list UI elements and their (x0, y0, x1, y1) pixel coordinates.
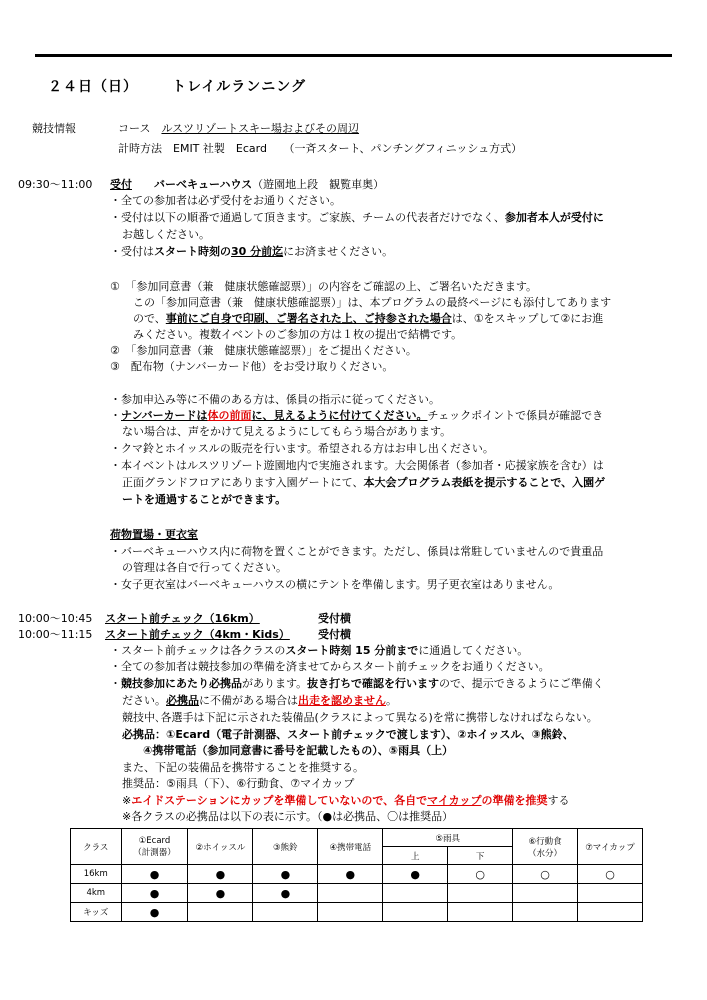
cell: ● (121, 903, 188, 922)
required-items: ④携帯電話（参加同意書に番号を記載したもの）、⑤雨具（上） (143, 744, 454, 757)
cell (448, 903, 513, 922)
reception-line: ・受付は以下の順番で通過して頂きます。ご家族、チームの代表者だけでなく、参加者本人が受付に (110, 211, 604, 224)
header-bell: ③熊鈴 (253, 829, 318, 865)
cell (448, 884, 513, 903)
header-phone: ④携帯電話 (318, 829, 383, 865)
cell: ○ (578, 865, 643, 884)
equipment-table (70, 828, 643, 922)
cell (188, 903, 253, 922)
step-3: ③ 配布物（ナンバーカード他）をお受け取りください。 (110, 360, 394, 373)
cell (513, 903, 578, 922)
cell (318, 884, 383, 903)
info-label: 競技情報 (32, 122, 76, 135)
event-name: トレイルランニング (172, 79, 307, 95)
header-food: ⑥行動食 （水分） (513, 829, 578, 865)
header-rain: ⑤雨具 (383, 829, 513, 847)
cell (383, 884, 448, 903)
header-whistle: ②ホイッスル (188, 829, 253, 865)
note-line: ・クマ鈴とホイッスルの販売を行います。希望される方はお申し出ください。 (110, 442, 494, 455)
check-line: ださい。必携品に不備がある場合は出走を認めません。 (122, 694, 397, 707)
check-line: ・競技参加にあたり必携品があります。抜き打ちで確認を行いますので、提示できるようにご準備く (110, 677, 604, 690)
check-time-16km: 10:00～10:45 (18, 612, 93, 625)
check-line: ・スタート前チェックは各クラスのスタート時刻 15 分前までに通過してください。 (110, 644, 529, 657)
cell: ● (253, 884, 318, 903)
page-title (48, 76, 306, 96)
cell: ● (318, 865, 383, 884)
cell: ○ (513, 865, 578, 884)
top-rule (35, 54, 672, 57)
cell (578, 903, 643, 922)
cell: ● (383, 865, 448, 884)
reception-line: ・受付はスタート時刻の30 分前迄にお済ませください。 (110, 245, 394, 258)
cell (383, 903, 448, 922)
baggage-line: の管理は各自で行ってください。 (122, 561, 287, 574)
cell: ● (121, 884, 188, 903)
cell: ● (253, 865, 318, 884)
cell (253, 903, 318, 922)
cell (513, 884, 578, 903)
table-row (71, 903, 643, 922)
cell: ● (121, 865, 188, 884)
check-line: ・全ての参加者は競技参加の準備を済ませてからスタート前チェックをお通りください。 (110, 660, 550, 673)
cell: ○ (448, 865, 513, 884)
table-row (71, 884, 643, 903)
cell: ● (188, 884, 253, 903)
table-header-row (71, 829, 643, 847)
note-line: ・本イベントはルスツリゾート遊園地内で実施されます。大会関係者（参加者・応援家族を含む）は (110, 459, 604, 472)
reception-line: ・全ての参加者は必ず受付をお通りください。 (110, 194, 341, 207)
step-2: ② 「参加同意書（兼 健康状態確認票）」をご提出ください。 (110, 344, 417, 357)
header-class: クラス (71, 829, 122, 865)
baggage-heading: 荷物置場・更衣室 (110, 528, 198, 541)
note-line: ートを通過することができます。 (122, 493, 287, 506)
reception-line: お越しください。 (122, 228, 210, 241)
baggage-line: ・バーベキューハウス内に荷物を置くことができます。ただし、係員は常駐していませんので貴重品 (110, 545, 604, 558)
step-1: ① 「参加同意書（兼 健康状態確認票）」の内容をご確認の上、ご署名いただきます。 (110, 280, 537, 293)
header-rain-top: 上 (383, 847, 448, 865)
baggage-line: ・女子更衣室はバーベキューハウスの横にテントを準備します。男子更衣室はありません。 (110, 578, 560, 591)
note-line: 正面グランドフロアにあります入園ゲートにて、本大会プログラム表紙を提示することで、入園ゲ (122, 476, 606, 489)
course-row: コース ルスツリゾートスキー場およびその周辺 (118, 122, 360, 135)
cup-notice: ※エイドステーションにカップを準備していないので、各自でマイカップの準備を推奨する (122, 794, 570, 807)
step-1-note: この「参加同意書（兼 健康状態確認票）」は、本プログラムの最終ページにも添付してあります (133, 296, 612, 309)
reception-time: 09:30～11:00 (18, 178, 93, 191)
note-line: ・参加申込み等に不備のある方は、係員の指示に従ってください。 (110, 393, 440, 406)
header-rain-bottom: 下 (448, 847, 513, 865)
reception-heading: 受付 バーベキューハウス（遊園地上段 観覧車奥） (110, 178, 385, 191)
row-class: 16km (71, 865, 122, 884)
table-note: ※各クラスの必携品は以下の表に示す。（●は必携品、〇は推奨品） (122, 810, 454, 823)
table-row (71, 865, 643, 884)
note-line: ・ナンバーカードは体の前面に、見えるように付けてください。チェックポイントで係員が確認でき (110, 409, 604, 422)
check-title-16km: スタート前チェック（16km） (105, 612, 260, 625)
check-location: 受付横 (318, 628, 351, 641)
header-ecard: ①Ecard （計測器） (121, 829, 188, 865)
check-line: 競技中､各選手は下記に示された装備品(クラスによって異なる)を常に携帯しなければならない。 (122, 711, 598, 724)
step-1-note: ので、事前にご自身で印刷、ご署名された上、ご持参された場合は、①をスキップして②にお進 (133, 312, 604, 325)
check-title-4km: スタート前チェック（4km・Kids） (105, 628, 290, 641)
note-line: ない場合は、声をかけて見えるようにしてもらう場合があります。 (122, 425, 452, 438)
required-items: 必携品：①Ecard（電子計測器、スタート前チェックで渡します）、②ホイッスル、③熊鈴、 (122, 728, 574, 741)
cell (578, 884, 643, 903)
check-line: また、下記の装備品を携帯することを推奨する。 (122, 761, 364, 774)
step-1-note: みください。複数イベントのご参加の方は１枚の提出で結構です。 (133, 328, 463, 341)
row-class: キッズ (71, 903, 122, 922)
timing-row: 計時方法 EMIT 社製 Ecard （一斉スタート、パンチングフィニッシュ方式） (118, 142, 523, 155)
check-time-4km: 10:00～11:15 (18, 628, 93, 641)
event-date: ２４日（日） (48, 79, 138, 95)
row-class: 4km (71, 884, 122, 903)
header-cup: ⑦マイカップ (578, 829, 643, 865)
cell: ● (188, 865, 253, 884)
cell (318, 903, 383, 922)
check-location: 受付横 (318, 612, 351, 625)
recommended-items: 推奨品：⑤雨具（下）、⑥行動食、⑦マイカップ (122, 777, 355, 790)
